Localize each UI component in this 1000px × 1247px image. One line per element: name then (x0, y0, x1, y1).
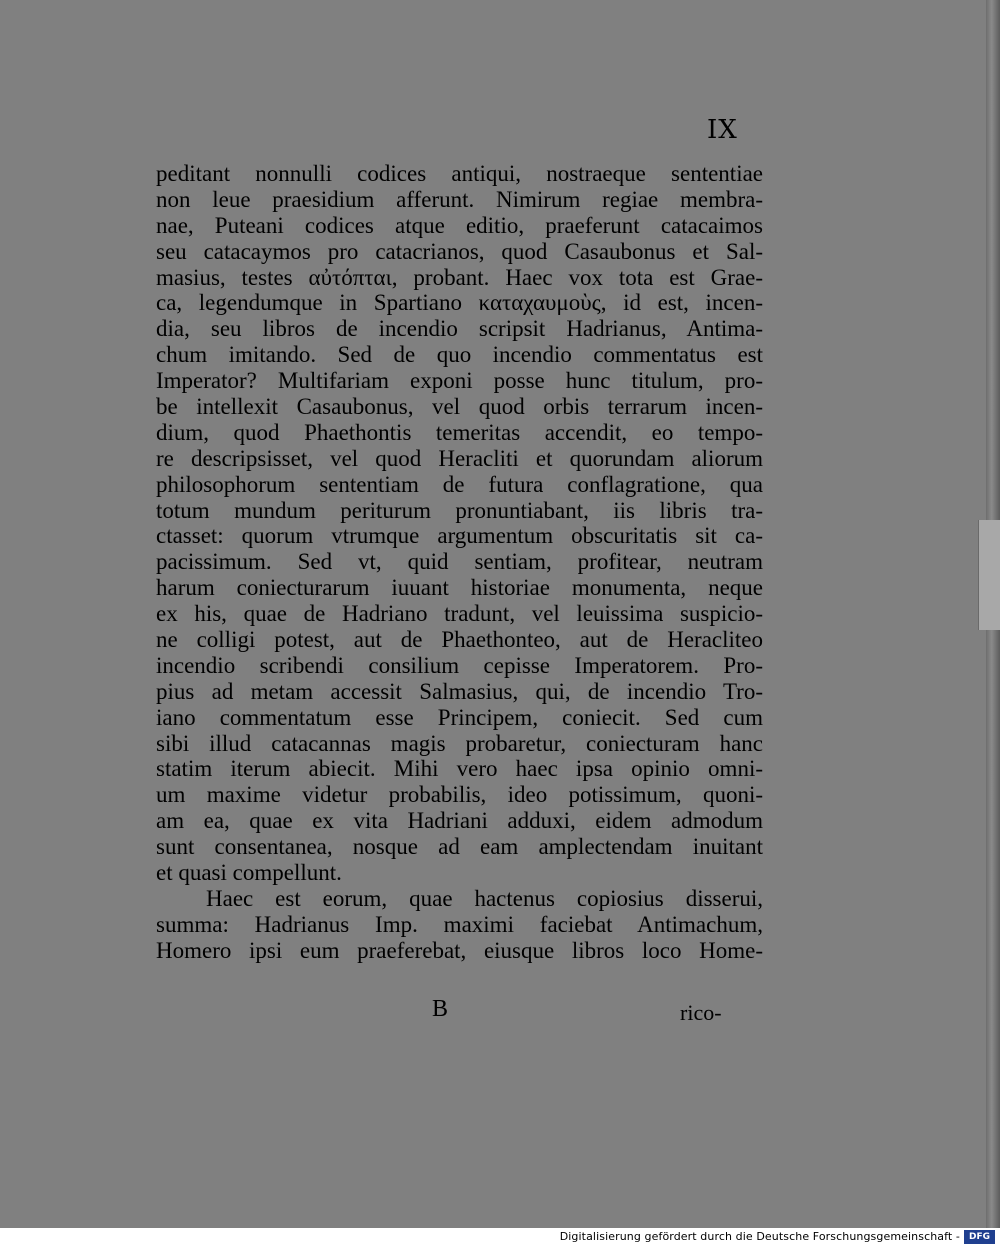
text-line: summa: Hadrianus Imp. maximi faciebat Antimachum, (156, 911, 763, 937)
text-line: ca, legendumque in Spartiano καταχαυμοὺς, id est, incen- (156, 290, 763, 316)
text-line: Homero ipsi eum praeferebat, eiusque libros loco Home- (156, 937, 763, 963)
text-line: totum mundum periturum pronuntiabant, iis libris tra- (156, 497, 763, 523)
body-text (156, 161, 763, 964)
text-line: nae, Puteani codices atque editio, praeferunt catacaimos (156, 212, 763, 238)
text-line-paragraph-end: et quasi compellunt. (156, 860, 342, 886)
text-line: harum coniecturarum iuuant historiae monumenta, neque (156, 575, 763, 601)
text-line: iano commentatum esse Principem, coniecit. Sed cum (156, 704, 763, 730)
text-line: pius ad metam accessit Salmasius, qui, de incendio Tro- (156, 678, 763, 704)
text-line: ctasset: quorum vtrumque argumentum obscuritatis sit ca- (156, 523, 763, 549)
text-line: am ea, quae ex vita Hadriani adduxi, eidem admodum (156, 808, 763, 834)
digitization-credit: Digitalisierung gefördert durch die Deutsche Forschungsgemeinschaft - (559, 1230, 960, 1243)
page-number: IX (707, 115, 738, 145)
text-line: masius, testes αὐτόπται, probant. Haec vox tota est Grae- (156, 264, 763, 290)
text-line: re descripsisset, vel quod Heracliti et quorundam aliorum (156, 445, 763, 471)
text-line: um maxime videtur probabilis, ideo potissimum, quoni- (156, 782, 763, 808)
page-edge-tab (978, 520, 1000, 630)
text-line: chum imitando. Sed de quo incendio commentatus est (156, 342, 763, 368)
text-line: statim iterum abiecit. Mihi vero haec ipsa opinio omni- (156, 756, 763, 782)
text-line: ne colligi potest, aut de Phaethonteo, aut de Heracliteo (156, 627, 763, 653)
signature-mark: B (432, 996, 449, 1022)
text-line: philosophorum sententiam de futura conflagratione, qua (156, 471, 763, 497)
text-line-paragraph-start: Haec est eorum, quae hactenus copiosius disserui, (206, 885, 763, 911)
text-line: sunt consentanea, nosque ad eam amplectendam inuitant (156, 834, 763, 860)
catchword: rico- (680, 1000, 722, 1025)
text-line: ex his, quae de Hadriano tradunt, vel leuissima suspicio- (156, 601, 763, 627)
text-line: Imperator? Multifariam exponi posse hunc titulum, pro- (156, 368, 763, 394)
dfg-logo: DFG (964, 1230, 995, 1244)
text-line: be intellexit Casaubonus, vel quod orbis terrarum incen- (156, 394, 763, 420)
text-line: non leue praesidium afferunt. Nimirum regiae membra- (156, 186, 763, 212)
text-line: dia, seu libros de incendio scripsit Hadrianus, Antima- (156, 316, 763, 342)
text-line: seu catacaymos pro catacrianos, quod Casaubonus et Sal- (156, 238, 763, 264)
footer-bar (0, 1228, 1000, 1247)
text-line: incendio scribendi consilium cepisse Imperatorem. Pro- (156, 652, 763, 678)
text-line: dium, quod Phaethontis temeritas accendit, eo tempo- (156, 419, 763, 445)
text-line: sibi illud catacannas magis probaretur, coniecturam hanc (156, 730, 763, 756)
text-line: peditant nonnulli codices antiqui, nostraeque sententiae (156, 161, 763, 186)
text-line: pacissimum. Sed vt, quid sentiam, profitear, neutram (156, 549, 763, 575)
